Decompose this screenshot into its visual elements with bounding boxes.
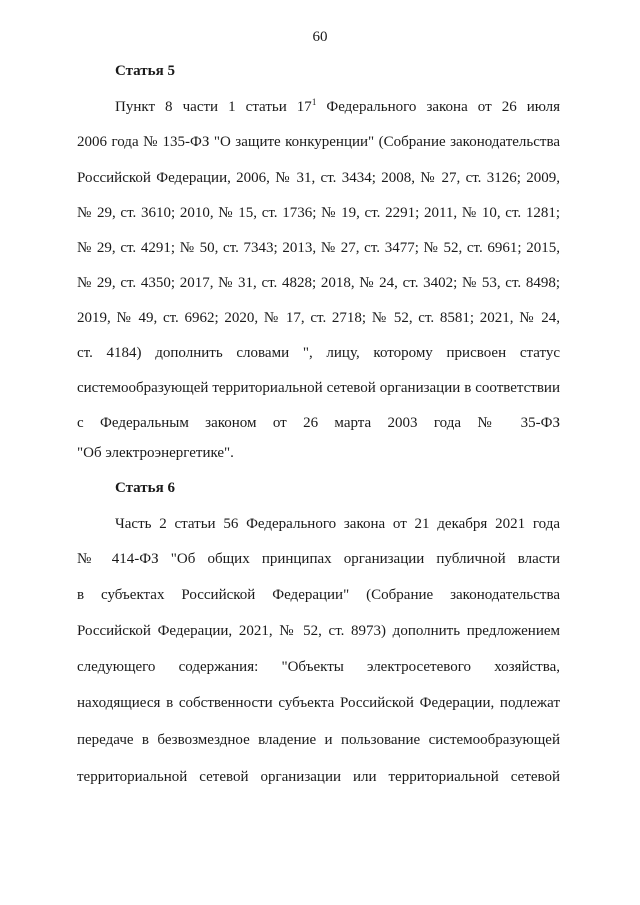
article-5-line: № 29, ст. 3610; 2010, № 15, ст. 1736; № 19, ст. 2291; 2011, № 10, ст. 1281; (77, 205, 560, 221)
article-5-line: Российской Федерации, 2006, № 31, ст. 3434; 2008, № 27, ст. 3126; 2009, (77, 170, 560, 186)
article-6-line: территориальной сетевой организации или территориальной сетевой (77, 769, 560, 785)
article-6-line: Российской Федерации, 2021, № 52, ст. 8973) дополнить предложением (77, 623, 560, 639)
article-5-line (115, 98, 560, 116)
article-6-line: в субъектах Российской Федерации" (Собрание законодательства (77, 587, 560, 603)
article-5-line: 2006 года № 135-ФЗ "О защите конкуренции" (Собрание законодательства (77, 134, 560, 150)
article-5-line: 2019, № 49, ст. 6962; 2020, № 17, ст. 2718; № 52, ст. 8581; 2021, № 24, (77, 310, 560, 326)
article-5-line: с Федеральным законом от 26 марта 2003 года № 35-ФЗ (77, 415, 560, 431)
article-6-line: передаче в безвозмездное владение и пользование системообразующей (77, 732, 560, 748)
article-6-line: следующего содержания: "Объекты электросетевого хозяйства, (77, 659, 560, 675)
article-5-line: № 29, ст. 4291; № 50, ст. 7343; 2013, № 27, ст. 3477; № 52, ст. 6961; 2015, (77, 240, 560, 256)
article-6-line: № 414-ФЗ "Об общих принципах организации публичной власти (77, 551, 560, 567)
article-5-line: "Об электроэнергетике". (77, 445, 234, 461)
article-5-line: № 29, ст. 4350; 2017, № 31, ст. 4828; 2018, № 24, ст. 3402; № 53, ст. 8498; (77, 275, 560, 291)
article-5-line-text: Федерального закона от 26 июля (316, 99, 560, 115)
article-6-line: находящиеся в собственности субъекта Российской Федерации, подлежат (77, 695, 560, 711)
article-6-line: Часть 2 статьи 56 Федерального закона от 21 декабря 2021 года (115, 516, 560, 532)
article-6-heading: Статья 6 (115, 480, 175, 496)
article-5-heading: Статья 5 (115, 63, 175, 79)
article-5-line: ст. 4184) дополнить словами ", лицу, которому присвоен статус (77, 345, 560, 361)
page-number: 60 (312, 29, 328, 45)
article-5-line-text: Пункт 8 части 1 статьи 17 (115, 99, 312, 115)
superscript: 1 (311, 97, 317, 107)
article-5-line: системообразующей территориальной сетевой организации в соответствии (77, 380, 560, 396)
